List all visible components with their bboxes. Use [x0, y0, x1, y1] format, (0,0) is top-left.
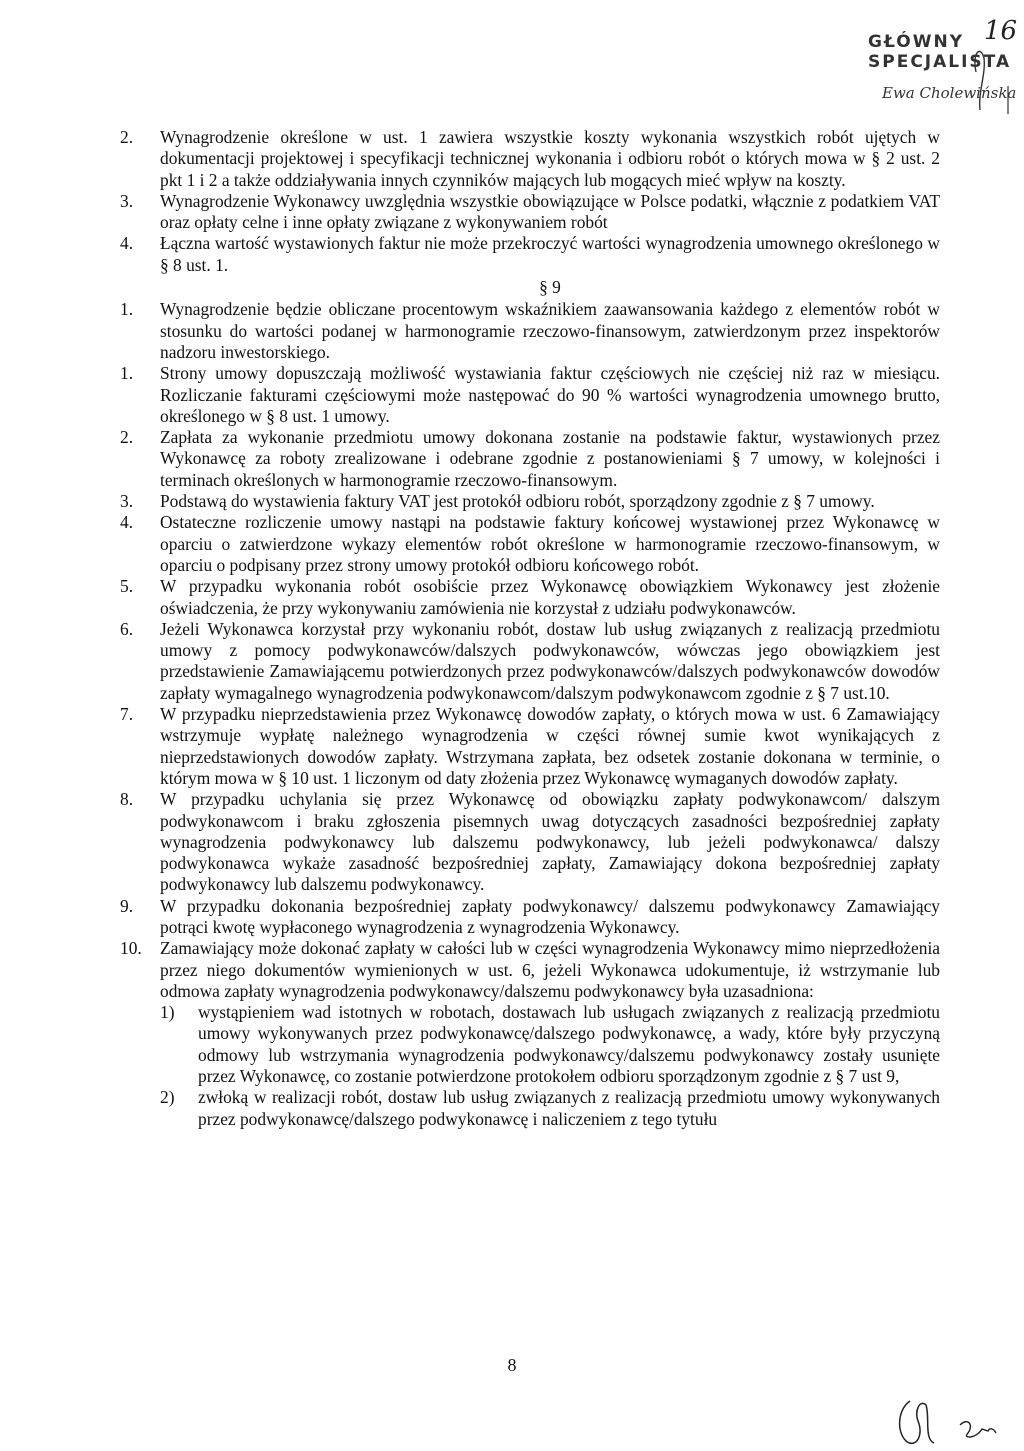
item-text: Łączna wartość wystawionych faktur nie może przekroczyć wartości wynagrodzenia umownego określonego w § 8 ust. 1.	[160, 233, 940, 275]
list-item	[120, 938, 940, 1002]
item-number: 3.	[120, 190, 134, 211]
item-text: W przypadku wykonania robót osobiście przez Wykonawcę obowiązkiem Wykonawcy jest złożenie oświadczenia, że przy wykonywaniu zamówienia nie korzystał z udziału podwykonawców.	[160, 576, 940, 618]
item-text: Wynagrodzenie będzie obliczane procentowym wskaźnikiem zaawansowania każdego z elementów robót w stosunku do wartości podanej w harmonogramie rzeczowo-finansowym, zatwierdzonym przez inspektorów nadzoru inwestorskiego.	[160, 299, 940, 362]
list-item	[120, 491, 940, 512]
list-item	[120, 512, 940, 576]
item-text: W przypadku uchylania się przez Wykonawcę od obowiązku zapłaty podwykonawcom/ dalszym podwykonawcom i braku zgłoszenia pisemnych uwag dotyczących zasadności bezpośredniej zapłaty wynagrodzenia podwykonawcy lub dalszemu podwykonawcy, lub jeżeli podwykonawca/ dalszy podwykonawca wykaże zasadność bezpośredniej zapłaty, Zamawiający dokona bezpośredniej zapłaty podwykonawcy lub dalszemu podwykonawcy.	[160, 789, 940, 895]
stamp-name: Ewa Cholewińska	[882, 84, 1017, 102]
list-item	[120, 299, 940, 363]
item-number: 1.	[120, 299, 134, 320]
item-text: Podstawą do wystawienia faktury VAT jest protokół odbioru robót, sporządzony zgodnie z § 7 umowy.	[160, 491, 875, 512]
list-item	[120, 233, 940, 276]
item-number: 6.	[120, 618, 134, 639]
item-text: Wynagrodzenie określone w ust. 1 zawiera wszystkie koszty wykonania wszystkich robót ujętych w dokumentacji projektowej i specyfikacji technicznej wykonania i odbioru robót o których mowa w § 2 ust. 2 pkt 1 i 2 a także oddziaływania innych czynników mających lub mogących mieć wpływ na koszty.	[160, 127, 940, 190]
item-text: Zapłata za wykonanie przedmiotu umowy dokonana zostanie na podstawie faktur, wystawionych przez Wykonawcę za roboty zrealizowane i odebrane zgodnie z postanowieniami § 7 umowy, w kolejności i terminach określonych w harmonogramie rzeczowo-finansowym.	[160, 427, 940, 490]
handwritten-page-number: 16	[984, 16, 1018, 46]
specialist-stamp	[868, 14, 1018, 104]
section-heading: § 9	[539, 277, 561, 298]
item-number: 1)	[160, 1002, 175, 1023]
list-item	[120, 789, 940, 895]
item-number: 8.	[120, 789, 134, 810]
item-number: 9.	[120, 895, 134, 916]
item-number: 4.	[120, 233, 134, 254]
item-number: 2.	[120, 427, 134, 448]
item-text: Zamawiający może dokonać zapłaty w całości lub w części wynagrodzenia Wykonawcy mimo nieprzedłożenia przez niego dokumentów wymienionych w ust. 6, jeżeli Wykonawca udokumentuje, iż wstrzymanie lub odmowa zapłaty wynagrodzenia podwykonawcy/dalszemu podwykonawcy była uzasadniona:	[160, 938, 940, 1001]
sub-list-item	[160, 1087, 940, 1130]
item-text: Wynagrodzenie Wykonawcy uwzględnia wszystkie obowiązujące w Polsce podatki, włącznie z podatkiem VAT oraz opłaty celne i inne opłaty związane z wykonywaniem robót	[160, 190, 940, 233]
list-item	[120, 427, 940, 491]
list-item	[120, 363, 940, 427]
item-number: 2.	[120, 127, 134, 147]
item-number: 2)	[160, 1087, 175, 1108]
item-number: 5.	[120, 576, 134, 597]
stamp-title: GŁÓWNY SPECJALISTA	[868, 32, 1012, 72]
item-text: W przypadku dokonania bezpośredniej zapłaty podwykonawcy/ dalszemu podwykonawcy Zamawiający potrąci kwotę wypłaconego wynagrodzenia z wynagrodzenia Wykonawcy.	[160, 895, 940, 937]
item-number: 10.	[120, 938, 142, 959]
item-text: Ostateczne rozliczenie umowy nastąpi na podstawie faktury końcowej wystawionej przez Wykonawcę w oparciu o zatwierdzone wykazy elementów robót określone w harmonogramie rzeczowo-finansowym, w oparciu o podpisany przez strony umowy protokół odbioru końcowego robót.	[160, 512, 940, 575]
list-item	[120, 619, 940, 704]
list-item	[120, 896, 940, 939]
page-number: 8	[507, 1355, 517, 1375]
initials-signature-icon	[890, 1395, 1010, 1451]
list-item	[120, 191, 940, 234]
item-number: 3.	[120, 491, 134, 512]
list-item	[120, 127, 940, 191]
item-text: W przypadku nieprzedstawienia przez Wykonawcę dowodów zapłaty, o których mowa w ust. 6 Zamawiający wstrzymuje wypłatę należnego wynagrodzenia w części równej sumie kwot wynikających z nieprzedstawionych dowodów zapłaty. Wstrzymana zapłata, bez odsetek zostanie dokonana w terminie, o którym mowa w § 10 ust. 1 liczonym od daty złożenia przez Wykonawcę wymaganych dowodów zapłaty.	[160, 704, 940, 788]
item-text: wystąpieniem wad istotnych w robotach, dostawach lub usługach związanych z realizacją przedmiotu umowy wykonywanych przez podwykonawcę/dalszego podwykonawcę, a wady, które były przyczyną odmowy lub wstrzymania wynagrodzenia podwykonawcy/dalszemu podwykonawcy zostały usunięte przez Wykonawcę, co zostanie potwierdzone protokołem odbioru sporządzonym zgodnie z § 7 ust 9,	[198, 1002, 940, 1087]
item-number: 1.	[120, 363, 134, 384]
item-text: zwłoką w realizacji robót, dostaw lub usług związanych z realizacją przedmiotu umowy wykonywanych przez podwykonawcę/dalszego podwykonawcę i naliczeniem z tego tytułu	[198, 1087, 940, 1129]
item-text: Jeżeli Wykonawca korzystał przy wykonaniu robót, dostaw lub usług związanych z realizacją przedmiotu umowy z pomocy podwykonawców/dalszych podwykonawców, wówczas jego obowiązkiem jest przedstawienie Zamawiającemu potwierdzonych przez podwykonawców/dalszych podwykonawców dowodów zapłaty wymagalnego wynagrodzenia podwykonawcom/dalszym podwykonawcom zgodnie z § 7 ust.10.	[160, 618, 940, 703]
item-text: Strony umowy dopuszczają możliwość wystawiania faktur częściowych nie częściej niż raz w miesiącu. Rozliczanie fakturami częściowymi może następować do 90 % wartości wynagrodzenia umownego brutto, określonego w § 8 ust. 1 umowy.	[160, 363, 940, 426]
sub-list-item	[160, 1002, 940, 1087]
signature-stroke-icon	[868, 14, 1018, 114]
contract-text	[120, 127, 940, 1130]
item-number: 7.	[120, 704, 134, 725]
list-item	[120, 576, 940, 619]
list-item	[120, 704, 940, 789]
item-number: 4.	[120, 512, 134, 533]
